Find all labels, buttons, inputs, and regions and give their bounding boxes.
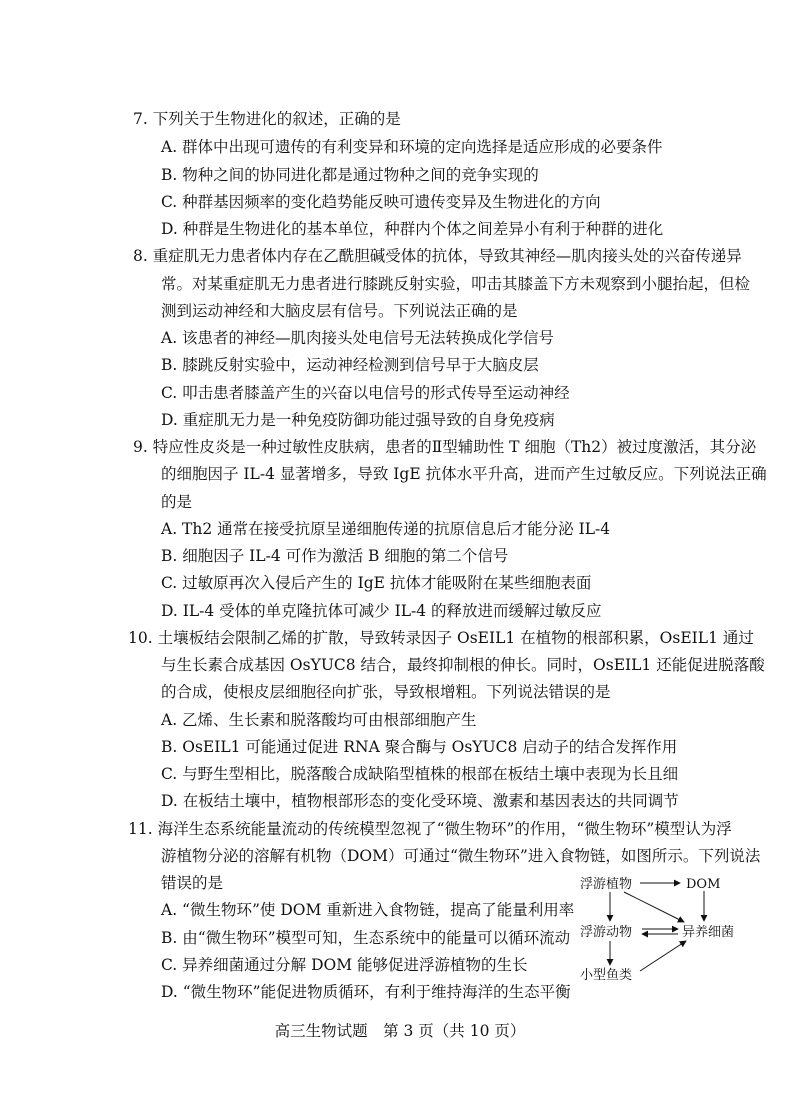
q8-option-d: D. 重症肌无力是一种免疫防御功能过强导致的自身免疫病 [161,411,555,429]
q10-stem-line-3: 的合成，使根皮层细胞径向扩张，导致根增粗。下列说法错误的是 [161,683,611,701]
q8-stem-line-1: 8. 重症肌无力患者体内存在乙酰胆碱受体的抗体，导致其神经—肌肉接头处的兴奋传递异 [133,247,742,265]
q10-stem-line-1: 10. 土壤板结会限制乙烯的扩散，导致转录因子 OsEIL1 在植物的根部积累，OsEIL1 通过 [128,629,754,647]
arrow-fish-to-bacteria [640,941,686,971]
q8-stem-line-2: 常。对某重症肌无力患者进行膝跳反射实验，叩击其膝盖下方未观察到小腿抬起，但检 [161,275,751,293]
q11-stem-line-1: 11. 海洋生态系统能量流动的传统模型忽视了“微生物环”的作用，“微生物环”模型认为浮 [128,820,732,838]
q11-option-b: B. 由“微生物环”模型可知，生态系统中的能量可以循环流动 [161,929,571,947]
q11-option-c: C. 异养细菌通过分解 DOM 能够促进浮游植物的生长 [161,956,528,974]
q11-stem-line-3: 错误的是 [161,874,224,892]
q10-option-a: A. 乙烯、生长素和脱落酸均可由根部细胞产生 [161,711,477,729]
node-zooplankton: 浮游动物 [580,925,633,940]
q11-option-a: A. “微生物环”使 DOM 重新进入食物链，提高了能量利用率 [161,901,575,919]
q7-option-a: A. 群体中出现可遗传的有利变异和环境的定向选择是适应形成的必要条件 [161,138,663,156]
q7-option-c: C. 种群基因频率的变化趋势能反映可遗传变异及生物进化的方向 [161,193,601,211]
q9-stem-line-3: 的是 [161,493,193,511]
q9-stem-line-1: 9. 特应性皮炎是一种过敏性皮肤病，患者的Ⅱ型辅助性 T 细胞（Th2）被过度激活，其分泌 [133,438,757,456]
q9-option-d: D. IL-4 受体的单克隆抗体可减少 IL-4 的释放进而缓解过敏反应 [161,602,602,620]
q10-option-d: D. 在板结土壤中，植物根部形态的变化受环境、激素和基因表达的共同调节 [161,792,679,810]
q7-option-d: D. 种群是生物进化的基本单位，种群内个体之间差异小有利于种群的进化 [161,220,664,238]
node-bacteria: 异养细菌 [682,925,735,940]
q9-option-a: A. Th2 通常在接受抗原呈递细胞传递的抗原信息后才能分泌 IL-4 [161,520,611,538]
q9-option-b: B. 细胞因子 IL-4 可作为激活 B 细胞的第二个信号 [161,547,509,565]
arrow-phyto-to-bacteria [624,892,684,922]
node-dom: DOM [686,877,721,892]
q9-option-c: C. 过敏原再次入侵后产生的 IgE 抗体才能吸附在某些细胞表面 [161,574,592,592]
q8-option-c: C. 叩击患者膝盖产生的兴奋以电信号的形式传导至运动神经 [161,384,570,402]
q10-stem-line-2: 与生长素合成基因 OsYUC8 结合，最终抑制根的伸长。同时，OsEIL1 还能促进脱落酸 [161,656,765,674]
q10-option-c: C. 与野生型相比，脱落酸合成缺陷型植株的根部在板结土壤中表现为长且细 [161,765,679,783]
q10-option-b: B. OsEIL1 可能通过促进 RNA 聚合酶与 OsYUC8 启动子的结合发挥作用 [161,738,678,756]
node-small-fish: 小型鱼类 [580,968,633,983]
q8-option-b: B. 膝跳反射实验中，运动神经检测到信号早于大脑皮层 [161,356,539,374]
page-footer: 高三生物试题 第 3 页（共 10 页） [274,1022,526,1040]
node-phytoplankton: 浮游植物 [580,877,633,892]
q11-stem-line-2: 游植物分泌的溶解有机物（DOM）可通过“微生物环”进入食物链，如图所示。下列说法 [161,847,761,865]
q8-option-a: A. 该患者的神经—肌肉接头处电信号无法转换成化学信号 [161,329,555,347]
q8-stem-line-3: 测到运动神经和大脑皮层有信号。下列说法正确的是 [161,302,518,320]
q7-option-b: B. 物种之间的协同进化都是通过物种之间的竞争实现的 [161,166,539,184]
microbial-loop-diagram [574,866,764,986]
q9-stem-line-2: 的细胞因子 IL-4 显著增多，导致 IgE 抗体水平升高，进而产生过敏反应。下列说法正确 [161,465,767,483]
q11-option-d: D. “微生物环”能促进物质循环，有利于维持海洋的生态平衡 [161,983,571,1001]
q7-stem: 7. 下列关于生物进化的叙述，正确的是 [133,110,401,128]
